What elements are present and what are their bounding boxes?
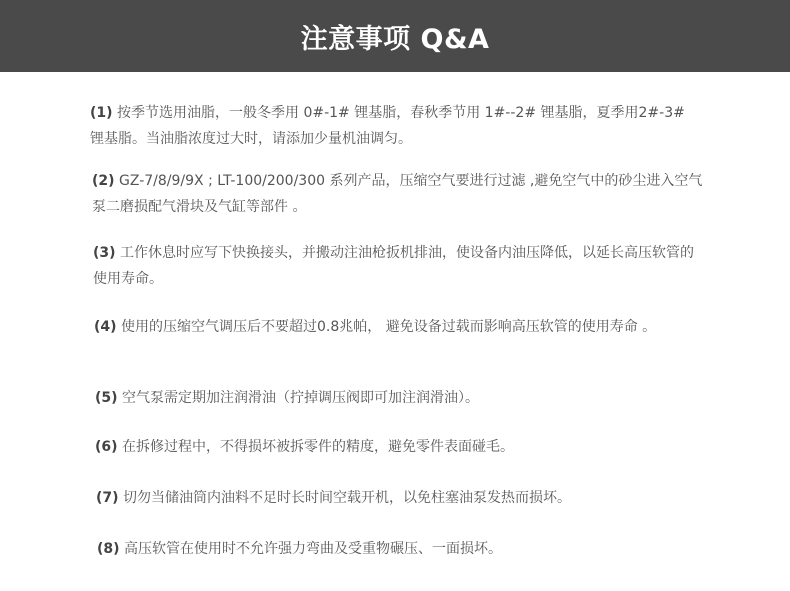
item-text: 使用的压缩空气调压后不要超过0.8兆帕， 避免设备过载而影响高压软管的使用寿命 。 [116,319,657,335]
notice-item-7 [96,485,708,511]
item-text: 切勿当储油筒内油料不足时长时间空载开机，以免柱塞油泵发热而损坏。 [118,490,571,506]
item-text: 工作休息时应写下快换接头，并搬动注油枪扳机排油，使设备内油压降低，以延长高压软管的使用寿命。 [93,245,694,287]
item-number: (4) [94,319,117,335]
notice-item-6 [95,434,707,460]
item-number: (1) [90,105,113,121]
notice-item-2 [92,168,704,220]
item-number: (3) [93,245,116,261]
item-text: 在拆修过程中，不得损坏被拆零件的精度，避免零件表面碰毛。 [117,439,514,455]
notice-item-1 [90,100,702,152]
notice-item-3 [93,240,705,292]
notice-item-5 [95,385,707,411]
item-number: (7) [96,490,119,506]
item-number: (6) [95,439,118,455]
notice-item-8 [97,536,709,562]
item-text: 高压软管在使用时不允许强力弯曲及受重物碾压、一面损坏。 [119,541,502,557]
page-title: 注意事项 Q&A [300,23,490,55]
notice-item-4 [94,314,706,340]
item-number: (2) [92,173,115,189]
item-text: GZ-7/8/9/9X ; LT-100/200/300 系列产品，压缩空气要进行过滤 ,避免空气中的砂尘进入空气泵二磨损配气滑块及气缸等部件 。 [92,173,703,215]
item-text: 空气泵需定期加注润滑油（拧掉调压阀即可加注润滑油）。 [117,390,479,406]
item-number: (5) [95,390,118,406]
page-header [0,0,790,72]
item-text: 按季节选用油脂，一般冬季用 0#-1# 锂基脂，春秋季节用 1#--2# 锂基脂，夏季用2#-3# 锂基脂。当油脂浓度过大时，请添加少量机油调匀。 [90,105,685,147]
item-number: (8) [97,541,120,557]
